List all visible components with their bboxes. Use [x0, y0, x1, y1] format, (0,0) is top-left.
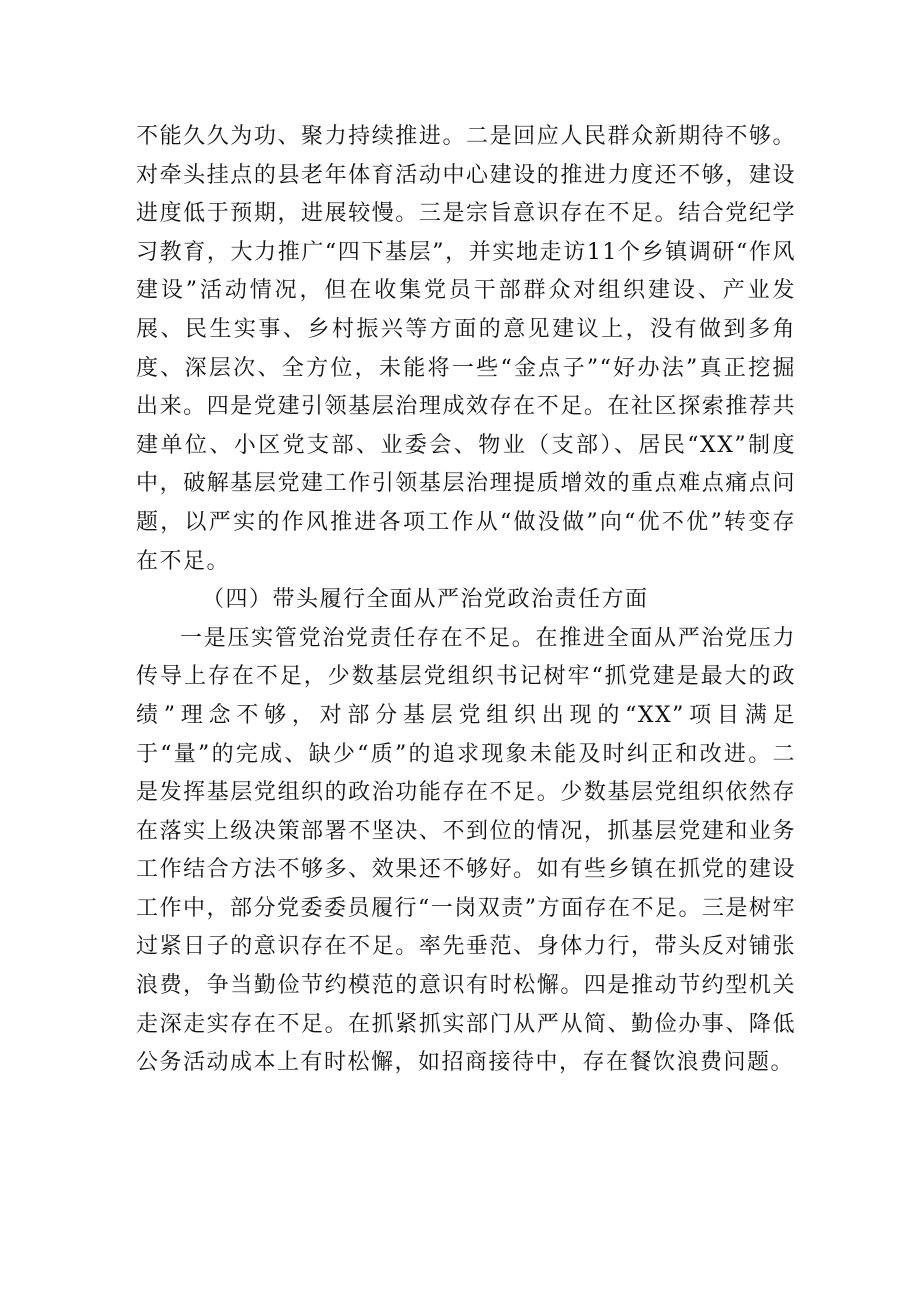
- section-heading: （四）带头履行全面从严治党政治责任方面: [202, 587, 649, 613]
- document-body: [136, 118, 796, 1083]
- paragraph-continued: 不能久久为功、聚力持续推进。二是回应人民群众新期待不够。对牵头挂点的县老年体育活动中心建设的推进力度还不够，建设进度低于预期，进展较慢。三是宗旨意识存在不足。结合党纪学习教育，大力推广“四下基层”，并实地走访11个乡镇调研“作风建设”活动情况，但在收集党员干部群众对组织建设、产业发展、民生实事、乡村振兴等方面的意见建议上，没有做到多角度、深层次、全方位，未能将一些“金点子”“好办法”真正挖掘出来。四是党建引领基层治理成效存在不足。在社区探索推荐共建单位、小区党支部、业委会、物业（支部）、居民“XX”制度中，破解基层党建工作引领基层治理提质增效的重点难点痛点问题，以严实的作风推进各项工作从“做没做”向“优不优”转变存在不足。: [136, 124, 796, 574]
- paragraph-section-four: 一是压实管党治党责任存在不足。在推进全面从严治党压力传导上存在不足，少数基层党组织书记树牢“抓党建是最大的政绩”理念不够，对部分基层党组织出现的“XX”项目满足于“量”的完成、缺少“质”的追求现象未能及时纠正和改进。二是发挥基层党组织的政治功能存在不足。少数基层党组织依然存在落实上级决策部署不坚决、不到位的情况，抓基层党建和业务工作结合方法不够多、效果还不够好。如有些乡镇在抓党的建设工作中，部分党委委员履行“一岗双责”方面存在不足。三是树牢过紧日子的意识存在不足。率先垂范、身体力行，带头反对铺张浪费，争当勤俭节约模范的意识有时松懈。四是推动节约型机关走深走实存在不足。在抓紧抓实部门从严从简、勤俭办事、降低公务活动成本上有时松懈，如招商接待中，存在餐饮浪费问题。: [136, 625, 796, 1076]
